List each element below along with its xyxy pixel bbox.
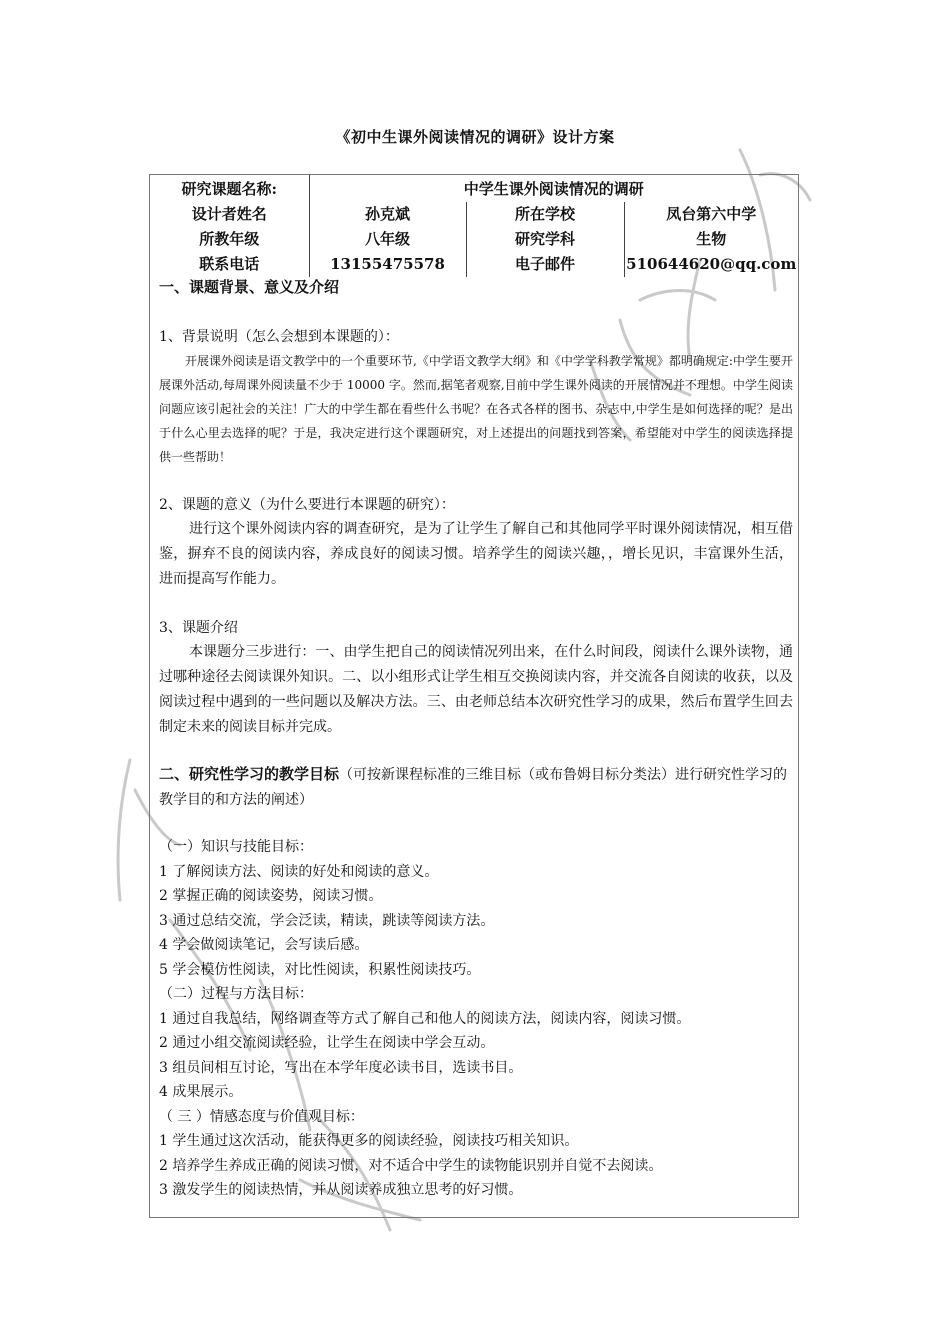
grade-value: 八年级 — [309, 227, 466, 252]
knowledge-item: 2 掌握正确的阅读姿势，阅读习惯。 — [159, 888, 383, 904]
email-value: 510644620@qq.com — [624, 252, 798, 277]
topic-label: 研究课题名称: — [181, 179, 278, 198]
knowledge-item: 4 学会做阅读笔记，会写读后感。 — [159, 937, 369, 953]
email-label: 电子邮件 — [466, 252, 624, 277]
grade-label: 所教年级 — [199, 230, 260, 248]
process-heading: （二）过程与方法目标： — [159, 986, 313, 1002]
knowledge-item: 3 通过总结交流，学会泛读，精读，跳读等阅读方法。 — [159, 912, 495, 929]
intro-heading: 3、课题介绍 — [159, 620, 238, 636]
document-title: 《初中生课外阅读情况的调研》设计方案 — [335, 128, 615, 146]
background-heading: 1、背景说明（怎么会想到本课题的）： — [159, 329, 399, 345]
knowledge-heading: （一）知识与技能目标： — [159, 839, 313, 855]
section2-heading — [159, 762, 793, 813]
meaning-heading: 2、课题的意义（为什么要进行本课题的研究）： — [159, 497, 455, 513]
topic-value: 中学生课外阅读情况的调研 — [309, 175, 798, 202]
process-item: 1 通过自我总结，网络调查等方式了解自己和他人的阅读方法，阅读内容，阅读习惯。 — [159, 1010, 691, 1027]
plan-frame — [149, 174, 799, 1218]
background-text: 开展课外阅读是语文教学中的一个重要环节,《中学语文教学大纲》和《中学学科教学常规》都明确规定:中学生要开展课外活动,每周课外阅读量不少于 10000 字。然而,据笔者观察,目前中学生课外阅读的开展情况并不理想。中学生阅读问题应该引起社会的关注！广大的中学生都在看些什么书呢？在各式各样的图书、杂志中,中学生是如何选择的呢？是出于什么心里去选择的呢？于是，我决定进行这个课题研究，对上述提出的问题找到答案，希望能对中学生的阅读选择提供一些帮助！ — [159, 354, 793, 464]
process-item: 4 成果展示。 — [159, 1084, 243, 1100]
school-value: 凤台第六中学 — [624, 202, 798, 227]
knowledge-item: 1 了解阅读方法、阅读的好处和阅读的意义。 — [159, 863, 439, 880]
phone-label: 联系电话 — [199, 255, 260, 273]
section1-heading: 一、课题背景、意义及介绍 — [159, 278, 340, 296]
emotion-heading: （ 三 ）情感态度与价值观目标： — [159, 1108, 364, 1125]
designer-value: 孙克斌 — [309, 202, 466, 227]
emotion-item: 1 学生通过这次活动，能获得更多的阅读经验，阅读技巧相关知识。 — [159, 1133, 579, 1149]
emotion-item: 2 培养学生养成正确的阅读习惯，对不适合中学生的读物能识别并自觉不去阅读。 — [159, 1157, 663, 1174]
knowledge-item: 5 学会模仿性阅读，对比性阅读，积累性阅读技巧。 — [159, 961, 481, 978]
plan-content — [159, 275, 793, 1203]
subject-label: 研究学科 — [466, 227, 624, 252]
designer-label: 设计者姓名 — [191, 205, 267, 223]
info-table — [150, 175, 798, 277]
emotion-item: 3 激发学生的阅读热情，并从阅读养成独立思考的好习惯。 — [159, 1182, 523, 1198]
process-item: 2 通过小组交流阅读经验，让学生在阅读中学会互动。 — [159, 1035, 495, 1051]
process-item: 3 组员间相互讨论，写出在本学年度必读书目，选读书目。 — [159, 1059, 523, 1076]
section2-heading-bold: 二、研究性学习的教学目标 — [159, 765, 340, 783]
school-label: 所在学校 — [466, 202, 624, 227]
subject-value: 生物 — [624, 227, 798, 252]
meaning-text: 进行这个课外阅读内容的调查研究，是为了让学生了解自己和其他同学平时课外阅读情况，相互借鉴，摒弃不良的阅读内容，养成良好的阅读习惯。培养学生的阅读兴趣，，增长见识，丰富课外生活，进而提高写作能力。 — [159, 521, 793, 587]
section2-heading-note: （可按新课程标准的三维目标（或布鲁姆目标分类法）进行研究性学习的教学目的和方法的阐述） — [159, 767, 788, 808]
phone-value: 13155475578 — [309, 252, 466, 277]
intro-text: 本课题分三步进行：一、由学生把自己的阅读情况列出来，在什么时间段，阅读什么课外读物，通过哪种途径去阅读课外知识。二、以小组形式让学生相互交换阅读内容，并交流各自阅读的收获，以及阅读过程中遇到的一些问题以及解决方法。三、由老师总结本次研究性学习的成果，然后布置学生回去制定未来的阅读目标并完成。 — [159, 644, 793, 735]
